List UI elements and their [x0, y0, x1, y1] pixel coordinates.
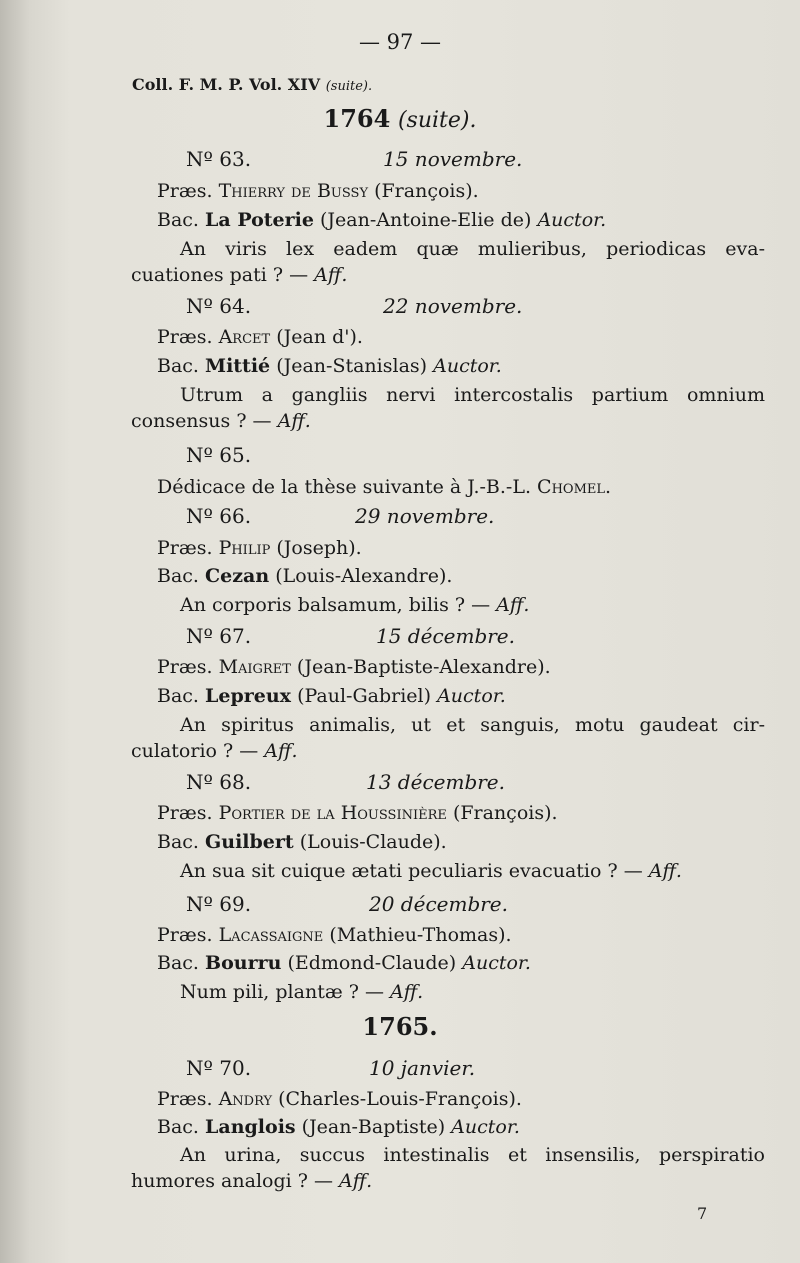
question-line: An urina, succus intestinalis et insensilis, perspiratio: [180, 1144, 765, 1166]
series-header: Coll. F. M. P. Vol. XIV (suite).: [132, 75, 373, 94]
question-line: An sua sit cuique ætati peculiaris evacuatio ? — Aff.: [180, 860, 682, 882]
bachelor-line: Bac. La Poterie (Jean-Antoine-Elie de) Auctor.: [157, 209, 607, 231]
entry-date: 20 décembre.: [369, 892, 509, 916]
signature-mark: 7: [697, 1204, 708, 1223]
question-line: Num pili, plantæ ? — Aff.: [180, 981, 424, 1003]
entry-number: Nº 67.: [186, 624, 252, 648]
entry-number: Nº 68.: [186, 770, 252, 794]
bachelor-line: Bac. Cezan (Louis-Alexandre).: [157, 565, 453, 587]
entry-date: 22 novembre.: [383, 294, 523, 318]
question-line: An spiritus animalis, ut et sanguis, motu gaudeat cir-: [180, 714, 765, 736]
bachelor-line: Bac. Langlois (Jean-Baptiste) Auctor.: [157, 1116, 520, 1138]
entry-number: Nº 64.: [186, 294, 252, 318]
bachelor-line: Bac. Guilbert (Louis-Claude).: [157, 831, 447, 853]
praeses-line: Præs. Andry (Charles-Louis-François).: [157, 1088, 522, 1110]
praeses-line: Præs. Lacassaigne (Mathieu-Thomas).: [157, 924, 512, 946]
question-line: culatorio ? — Aff.: [131, 740, 298, 762]
question-line: An viris lex eadem quæ mulieribus, periodicas eva-: [180, 238, 765, 260]
question-line: An corporis balsamum, bilis ? — Aff.: [180, 594, 530, 616]
entry-number: Nº 66.: [186, 504, 252, 528]
bachelor-line: Bac. Mittié (Jean-Stanislas) Auctor.: [157, 355, 502, 377]
series-suffix: (suite).: [325, 79, 373, 94]
entry-date: 15 novembre.: [383, 147, 523, 171]
entry-date: 13 décembre.: [366, 770, 506, 794]
dedication-line: Dédicace de la thèse suivante à J.-B.-L. Chomel.: [157, 476, 612, 498]
entry-number: Nº 65.: [186, 443, 252, 467]
praeses-line: Præs. Arcet (Jean d').: [157, 326, 363, 348]
bachelor-line: Bac. Bourru (Edmond-Claude) Auctor.: [157, 952, 531, 974]
question-line: humores analogi ? — Aff.: [131, 1170, 373, 1192]
praeses-line: Præs. Thierry de Bussy (François).: [157, 180, 479, 202]
entry-number: Nº 69.: [186, 892, 252, 916]
entry-number: Nº 70.: [186, 1056, 252, 1080]
entry-number: Nº 63.: [186, 147, 252, 171]
question-line: consensus ? — Aff.: [131, 410, 311, 432]
entry-date: 15 décembre.: [376, 624, 516, 648]
praeses-line: Præs. Portier de la Houssinière (François).: [157, 802, 558, 824]
year-heading-1764: 1764 (suite).: [323, 104, 477, 133]
page-number: — 97 —: [358, 30, 442, 54]
praeses-line: Præs. Philip (Joseph).: [157, 537, 362, 559]
year-heading-1765: 1765.: [362, 1012, 438, 1041]
entry-date: 29 novembre.: [355, 504, 495, 528]
praeses-line: Præs. Maigret (Jean-Baptiste-Alexandre).: [157, 656, 551, 678]
question-line: Utrum a gangliis nervi intercostalis partium omnium: [180, 384, 765, 406]
bachelor-line: Bac. Lepreux (Paul-Gabriel) Auctor.: [157, 685, 506, 707]
entry-date: 10 janvier.: [369, 1056, 476, 1080]
question-line: cuationes pati ? — Aff.: [131, 264, 348, 286]
